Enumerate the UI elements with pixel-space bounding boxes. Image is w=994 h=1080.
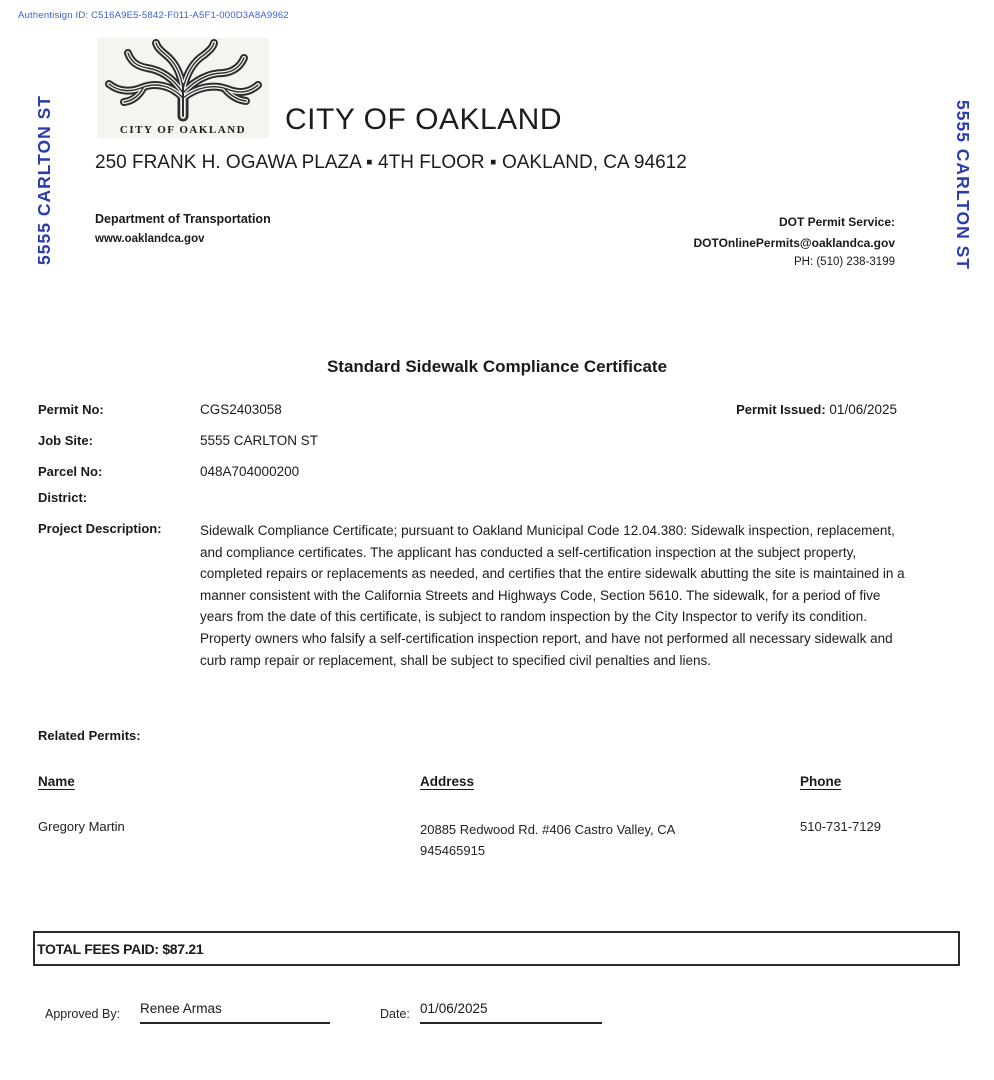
parcel-no-label: Parcel No: <box>38 464 103 479</box>
table-row-name: Gregory Martin <box>38 819 125 834</box>
dot-permit-service-block <box>693 215 895 268</box>
column-header-address: Address <box>420 774 475 789</box>
certificate-title: Standard Sidewalk Compliance Certificate <box>326 357 668 376</box>
approved-by-label: Approved By: <box>45 1007 121 1021</box>
date-label: Date: <box>380 1007 410 1021</box>
total-fees-text: TOTAL FEES PAID: $87.21 <box>37 940 204 957</box>
related-permits-label: Related Permits: <box>38 728 141 743</box>
parcel-no-value: 048A704000200 <box>200 464 300 479</box>
table-row-phone: 510-731-7129 <box>800 819 881 834</box>
side-banner-right: 5555 CARLTON ST <box>953 100 973 270</box>
permit-no-value: CGS2403058 <box>200 402 282 417</box>
total-fees-box <box>33 931 960 966</box>
district-label: District: <box>38 490 88 505</box>
city-of-oakland-logo <box>97 38 269 138</box>
oakland-tree-icon <box>97 38 269 138</box>
city-address: 250 FRANK H. OGAWA PLAZA ▪ 4TH FLOOR ▪ OAKLAND, CA 94612 <box>95 152 687 173</box>
project-description-text: Sidewalk Compliance Certificate; pursuant to Oakland Municipal Code 12.04.380: Sidewalk inspection, replacement, and compliance certificates. The applicant has conducted a self-certification inspection at the subject property, completed repairs or replacements as needed, and certifies that the entire sidewalk abutting the site is maintained in a manner consistent with the California Streets and Highways Code, Section 5610. The sidewalk, for a period of five years from the date of this certificate, is subject to random inspection by the City Inspector to verify its condition. Property owners who falsify a self-certification inspection report, and have not performed all necessary sidewalk and curb ramp repair or replacement, shall be subject to specified civil penalties and liens. <box>200 523 905 668</box>
permit-no-label: Permit No: <box>38 402 104 417</box>
dot-service-label: DOT Permit Service: <box>778 215 895 229</box>
permit-issued <box>736 402 897 417</box>
table-row-address: 20885 Redwood Rd. #406 Castro Valley, CA 945465915 <box>420 822 675 858</box>
department-website: www.oaklandca.gov <box>95 233 205 245</box>
side-banner-left: 5555 CARLTON ST <box>34 95 54 265</box>
logo-caption: CITY OF OAKLAND <box>119 124 247 136</box>
approved-by-signature: Renee Armas <box>140 1001 330 1024</box>
approval-date: 01/06/2025 <box>420 1001 602 1024</box>
permit-issued-value: 01/06/2025 <box>825 402 897 417</box>
dot-service-email: DOTOnlinePermits@oaklandca.gov <box>693 236 895 250</box>
job-site-value: 5555 CARLTON ST <box>200 433 319 448</box>
job-site-label: Job Site: <box>38 433 93 448</box>
dot-service-phone: PH: (510) 238-3199 <box>793 256 895 268</box>
department-name: Department of Transportation <box>95 212 271 226</box>
project-description-label: Project Description: <box>38 521 162 536</box>
column-header-phone: Phone <box>800 774 842 789</box>
authentisign-id: Authentisign ID: C516A9E5-5842-F011-A5F1-000D3A8A9962 <box>18 10 289 21</box>
column-header-name: Name <box>38 774 75 789</box>
department-block <box>95 212 271 245</box>
permit-issued-label: Permit Issued: <box>736 402 826 417</box>
city-title: CITY OF OAKLAND <box>285 103 563 136</box>
